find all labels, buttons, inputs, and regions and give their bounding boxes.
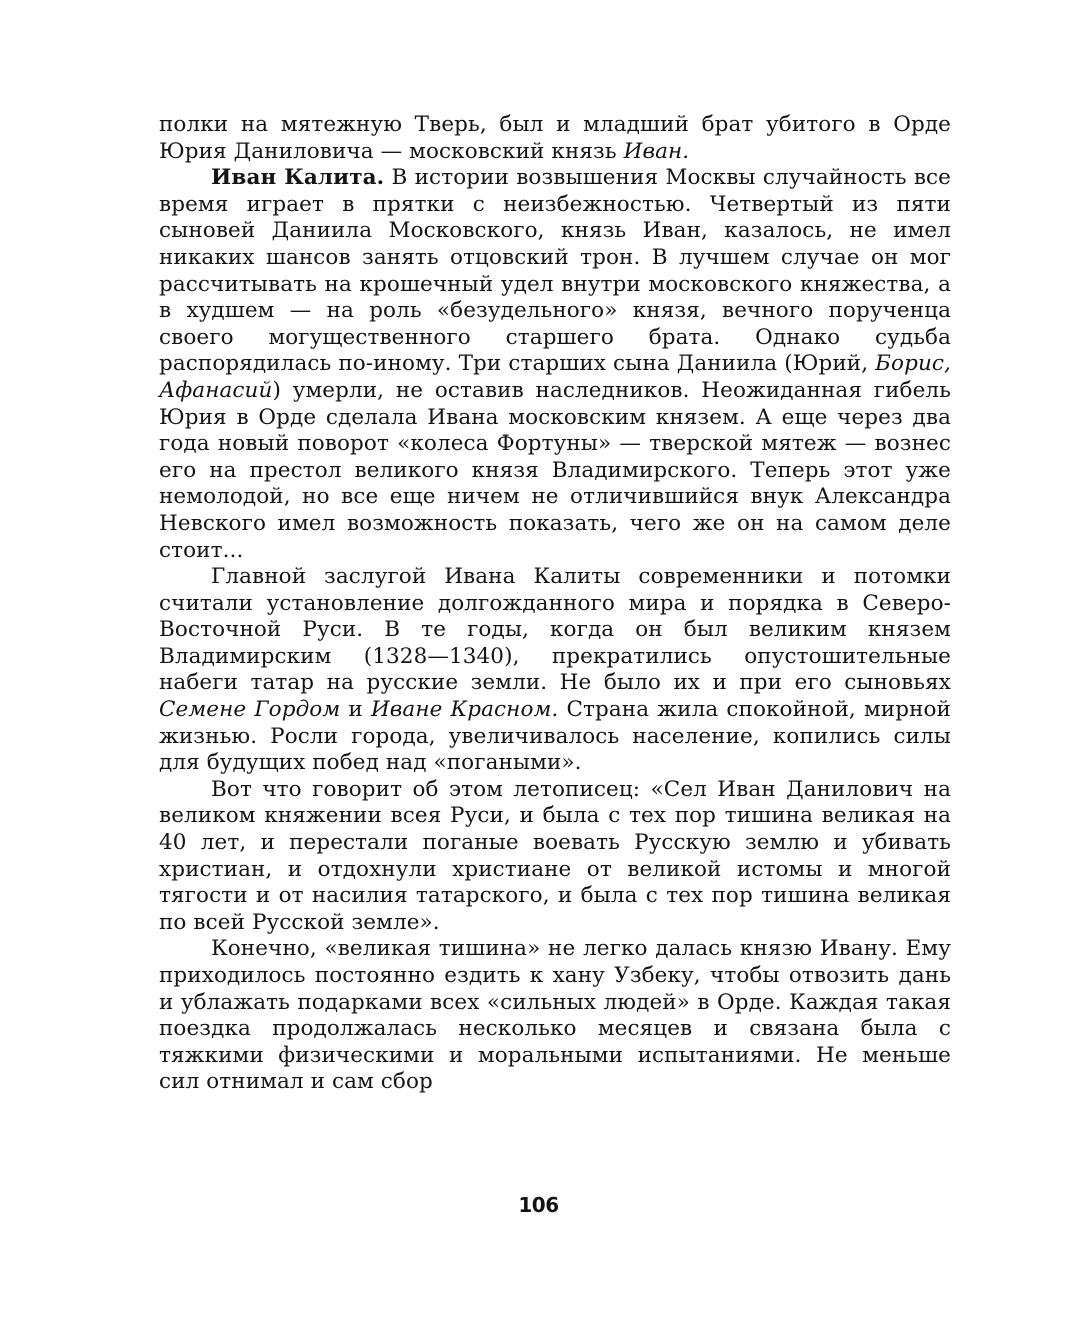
paragraph: [159, 936, 951, 1096]
text-run: Конечно, «великая тишина» не легко далась князю Ивану. Ему приходилось постоянно ездить к хану Узбеку, чтобы отвозить дань и ублажать подарками всех «сильных людей» в Орде. Каждая такая поездка продолжалась несколько месяцев и связана была с тяжкими физическими и моральными испытаниями. Не меньше сил отнимал и сам сбор: [159, 936, 951, 1095]
page-number: 106: [518, 1193, 559, 1217]
paragraph: [159, 564, 951, 777]
italic-text: Иване Красном.: [370, 697, 559, 723]
italic-text: Иван.: [623, 138, 690, 164]
paragraph: [159, 777, 951, 937]
text-run: Главной заслугой Ивана Калиты современники и потомки считали установление долгожданного мира и порядка в Северо-Восточной Руси. В те годы, когда он был великим князем Владимирским (1328—1340), прекратились опустошительные набеги татар на русские земли. Не было их и при его сыновьях: [159, 564, 951, 696]
text-run: Вот что говорит об этом летописец: «Сел Иван Данилович на великом княжении всея Руси, и была с тех пор тишина великая на 40 лет, и перестали поганые воевать Русскую землю и убивать христиан, и отдохнули христиане от великой истомы и многой тягости и от насилия татарского, и была с тех пор тишина великая по всей Русской земле».: [159, 776, 951, 935]
body-text: [159, 112, 951, 1096]
paragraph: [159, 112, 951, 165]
paragraph: [159, 165, 951, 564]
italic-text: Семене Гордом: [159, 697, 341, 723]
section-heading: Иван Калита.: [211, 165, 385, 191]
text-run: Страна жила спокойной, мирной жизнью. Росли города, увеличивалось население, копились силы для будущих побед над «погаными».: [159, 697, 951, 776]
text-run: ) умерли, не оставив наследников. Неожиданная гибель Юрия в Орде сделала Ивана московским князем. А еще через два года новый поворот «колеса Фортуны» — тверской мятеж — вознес его на престол великого князя Владимирского. Теперь этот уже немолодой, но все еще ничем не отличившийся внук Александра Невского имел возможность показать, чего же он на самом деле стоит...: [159, 377, 951, 563]
text-run: полки на мятежную Тверь, был и младший брат убитого в Орде Юрия Даниловича — московский князь: [159, 112, 951, 164]
text-run: и: [340, 697, 371, 723]
italic-text: Борис, Афанасий: [159, 351, 951, 403]
text-run: В истории возвышения Москвы случайность все время играет в прятки с неизбежностью. Четвертый из пяти сыновей Даниила Московского, князь Иван, казалось, не имел никаких шансов занять отцовский трон. В лучшем случае он мог рассчитывать на крошечный удел внутри московского княжества, а в худшем — на роль «безудельного» князя, вечного порученца своего могущественного старшего брата. Однако судьба распорядилась по-иному. Три старших сына Даниила (Юрий,: [159, 165, 951, 377]
